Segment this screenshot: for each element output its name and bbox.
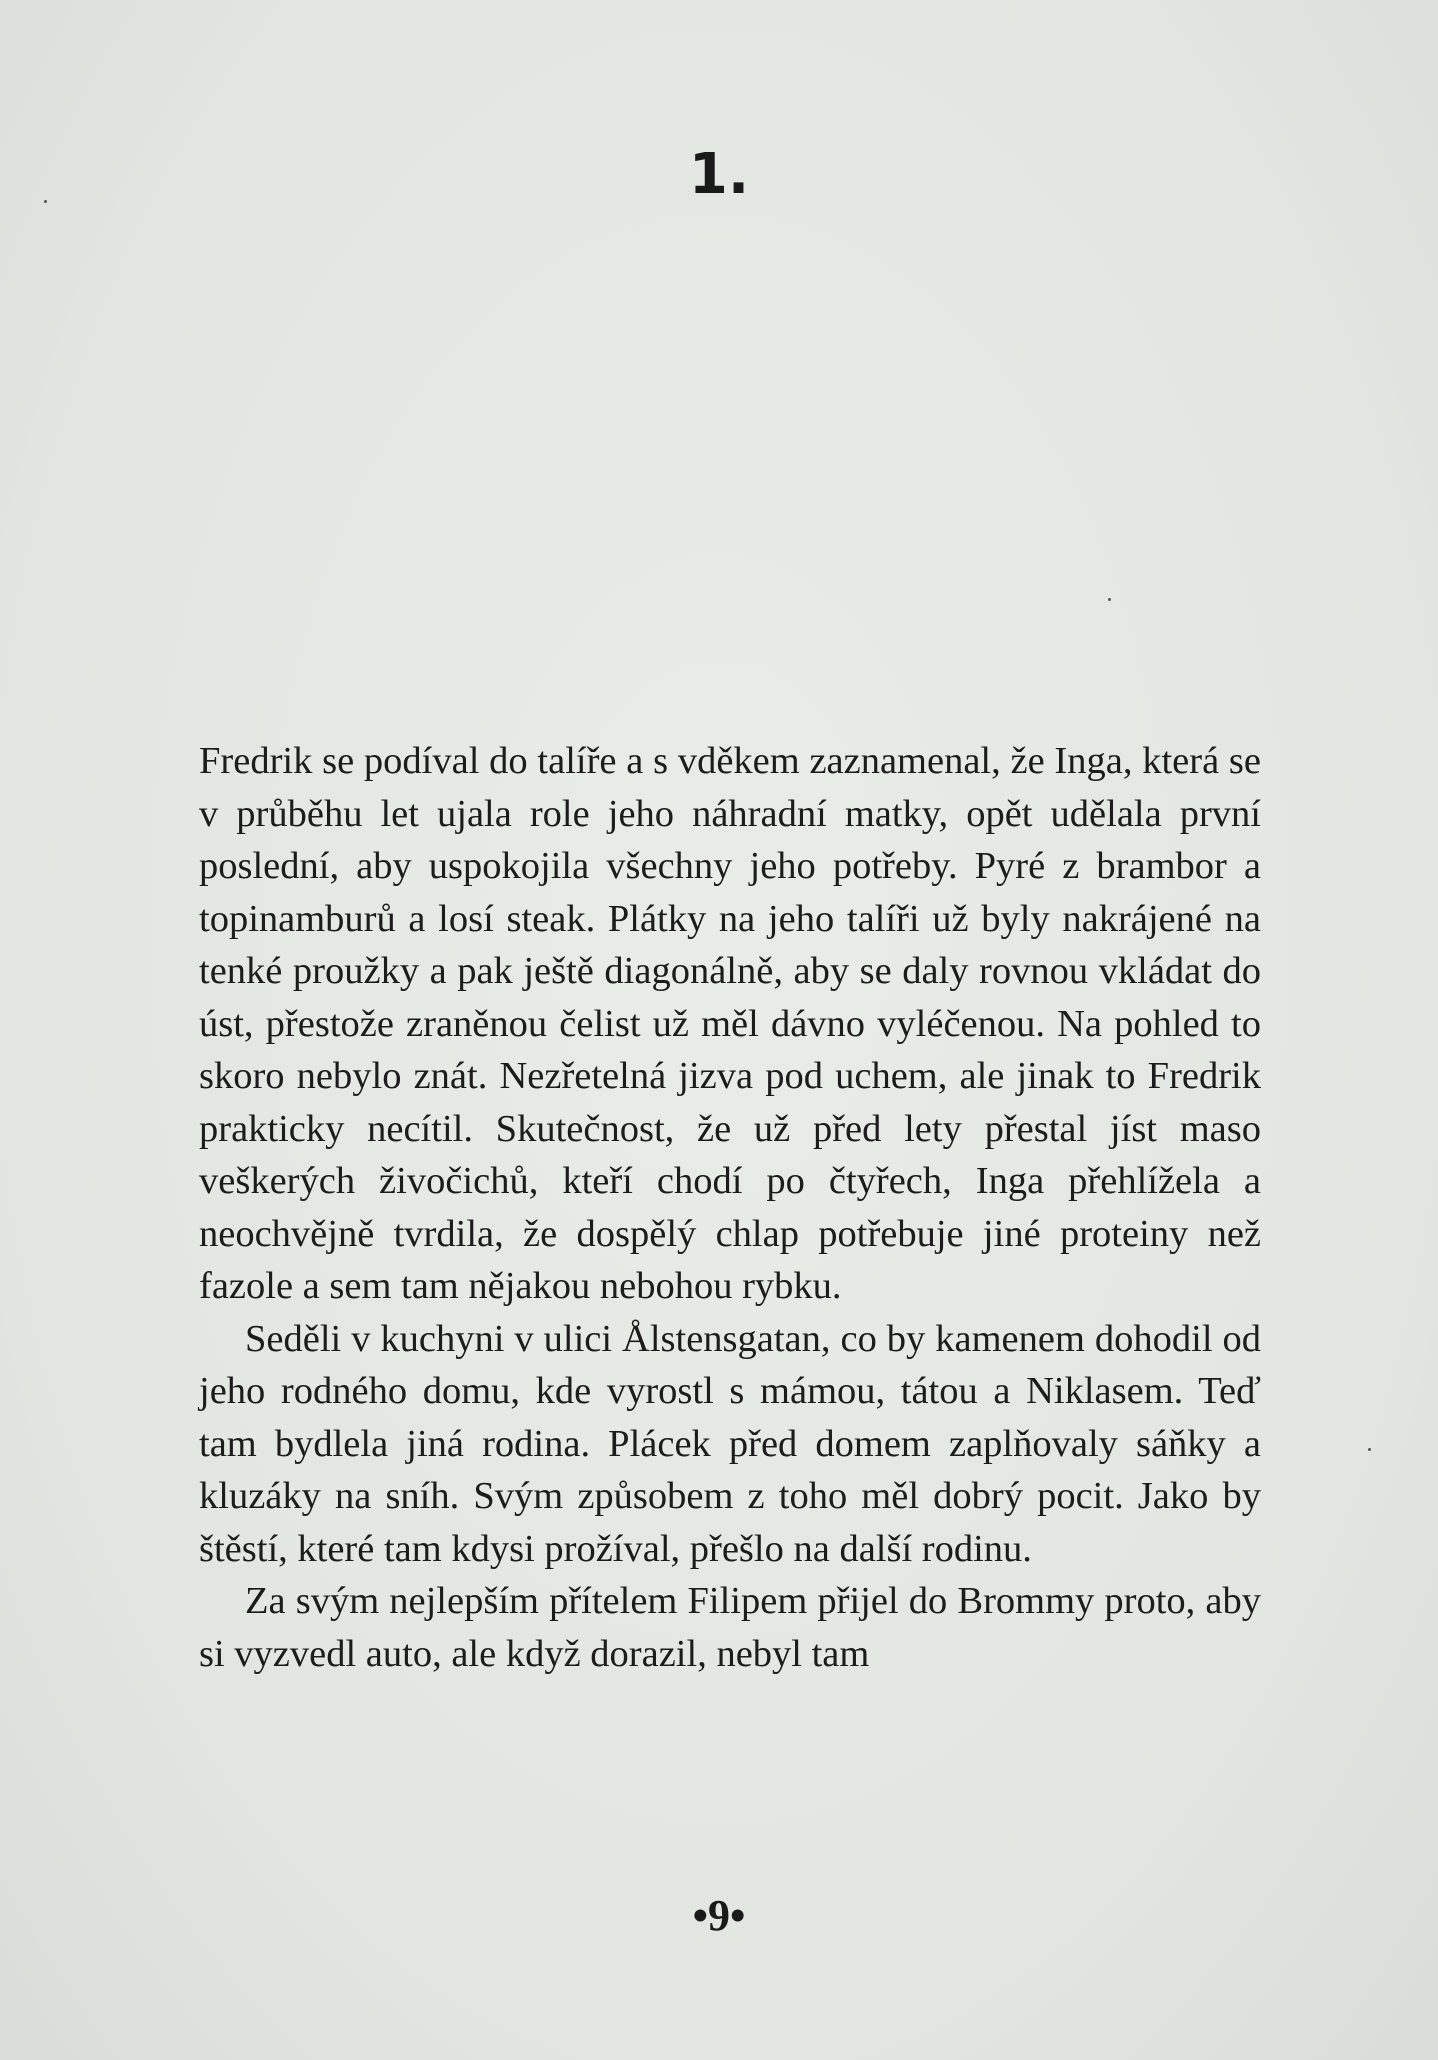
paragraph-3: Za svým nejlepším přítelem Filipem přijel do Brommy proto, aby si vyzvedl auto, ale když dorazil, nebyl tam [199,1580,1261,1675]
chapter-number: 1. [688,142,750,207]
chapter-text [199,735,1261,1680]
paper-speck [1108,598,1111,601]
paper-speck [1368,1448,1371,1451]
paper-speck [44,200,47,203]
paragraph-2: Seděli v kuchyni v ulici Ålstensgatan, co by kamenem dohodil od jeho rodného domu, kde vyrostl s mámou, tátou a Niklasem. Teď tam bydlela jiná rodina. Plácek před domem zaplňovaly sáňky a kluzáky na sníh. Svým způsobem z toho měl dobrý pocit. Jako by štěstí, které tam kdysi prožíval, přešlo na další rodinu. [199,1317,1261,1570]
paragraph-1: Fredrik se podíval do talíře a s vděkem zaznamenal, že Inga, která se v průběhu let ujala role jeho náhradní matky, opět udělala první poslední, aby uspokojila všechny jeho potřeby. Pyré z brambor a topinamburů a losí steak. Plátky na jeho talíři už byly nakrájené na tenké proužky a pak ještě diagonálně, aby se daly rovnou vkládat do úst, přestože zraněnou čelist už měl dávno vyléčenou. Na pohled to skoro nebylo znát. Nezřetelná jizva pod uchem, ale jinak to Fredrik prakticky necítil. Skutečnost, že už před lety přestal jíst maso veškerých živočichů, kteří chodí po čtyřech, Inga přehlížela a neochvějně tvrdila, že dospělý chlap potřebuje jiné proteiny než fazole a sem tam nějakou nebohou rybku. [199,740,1261,1307]
page-number: •9• [692,1891,746,1940]
